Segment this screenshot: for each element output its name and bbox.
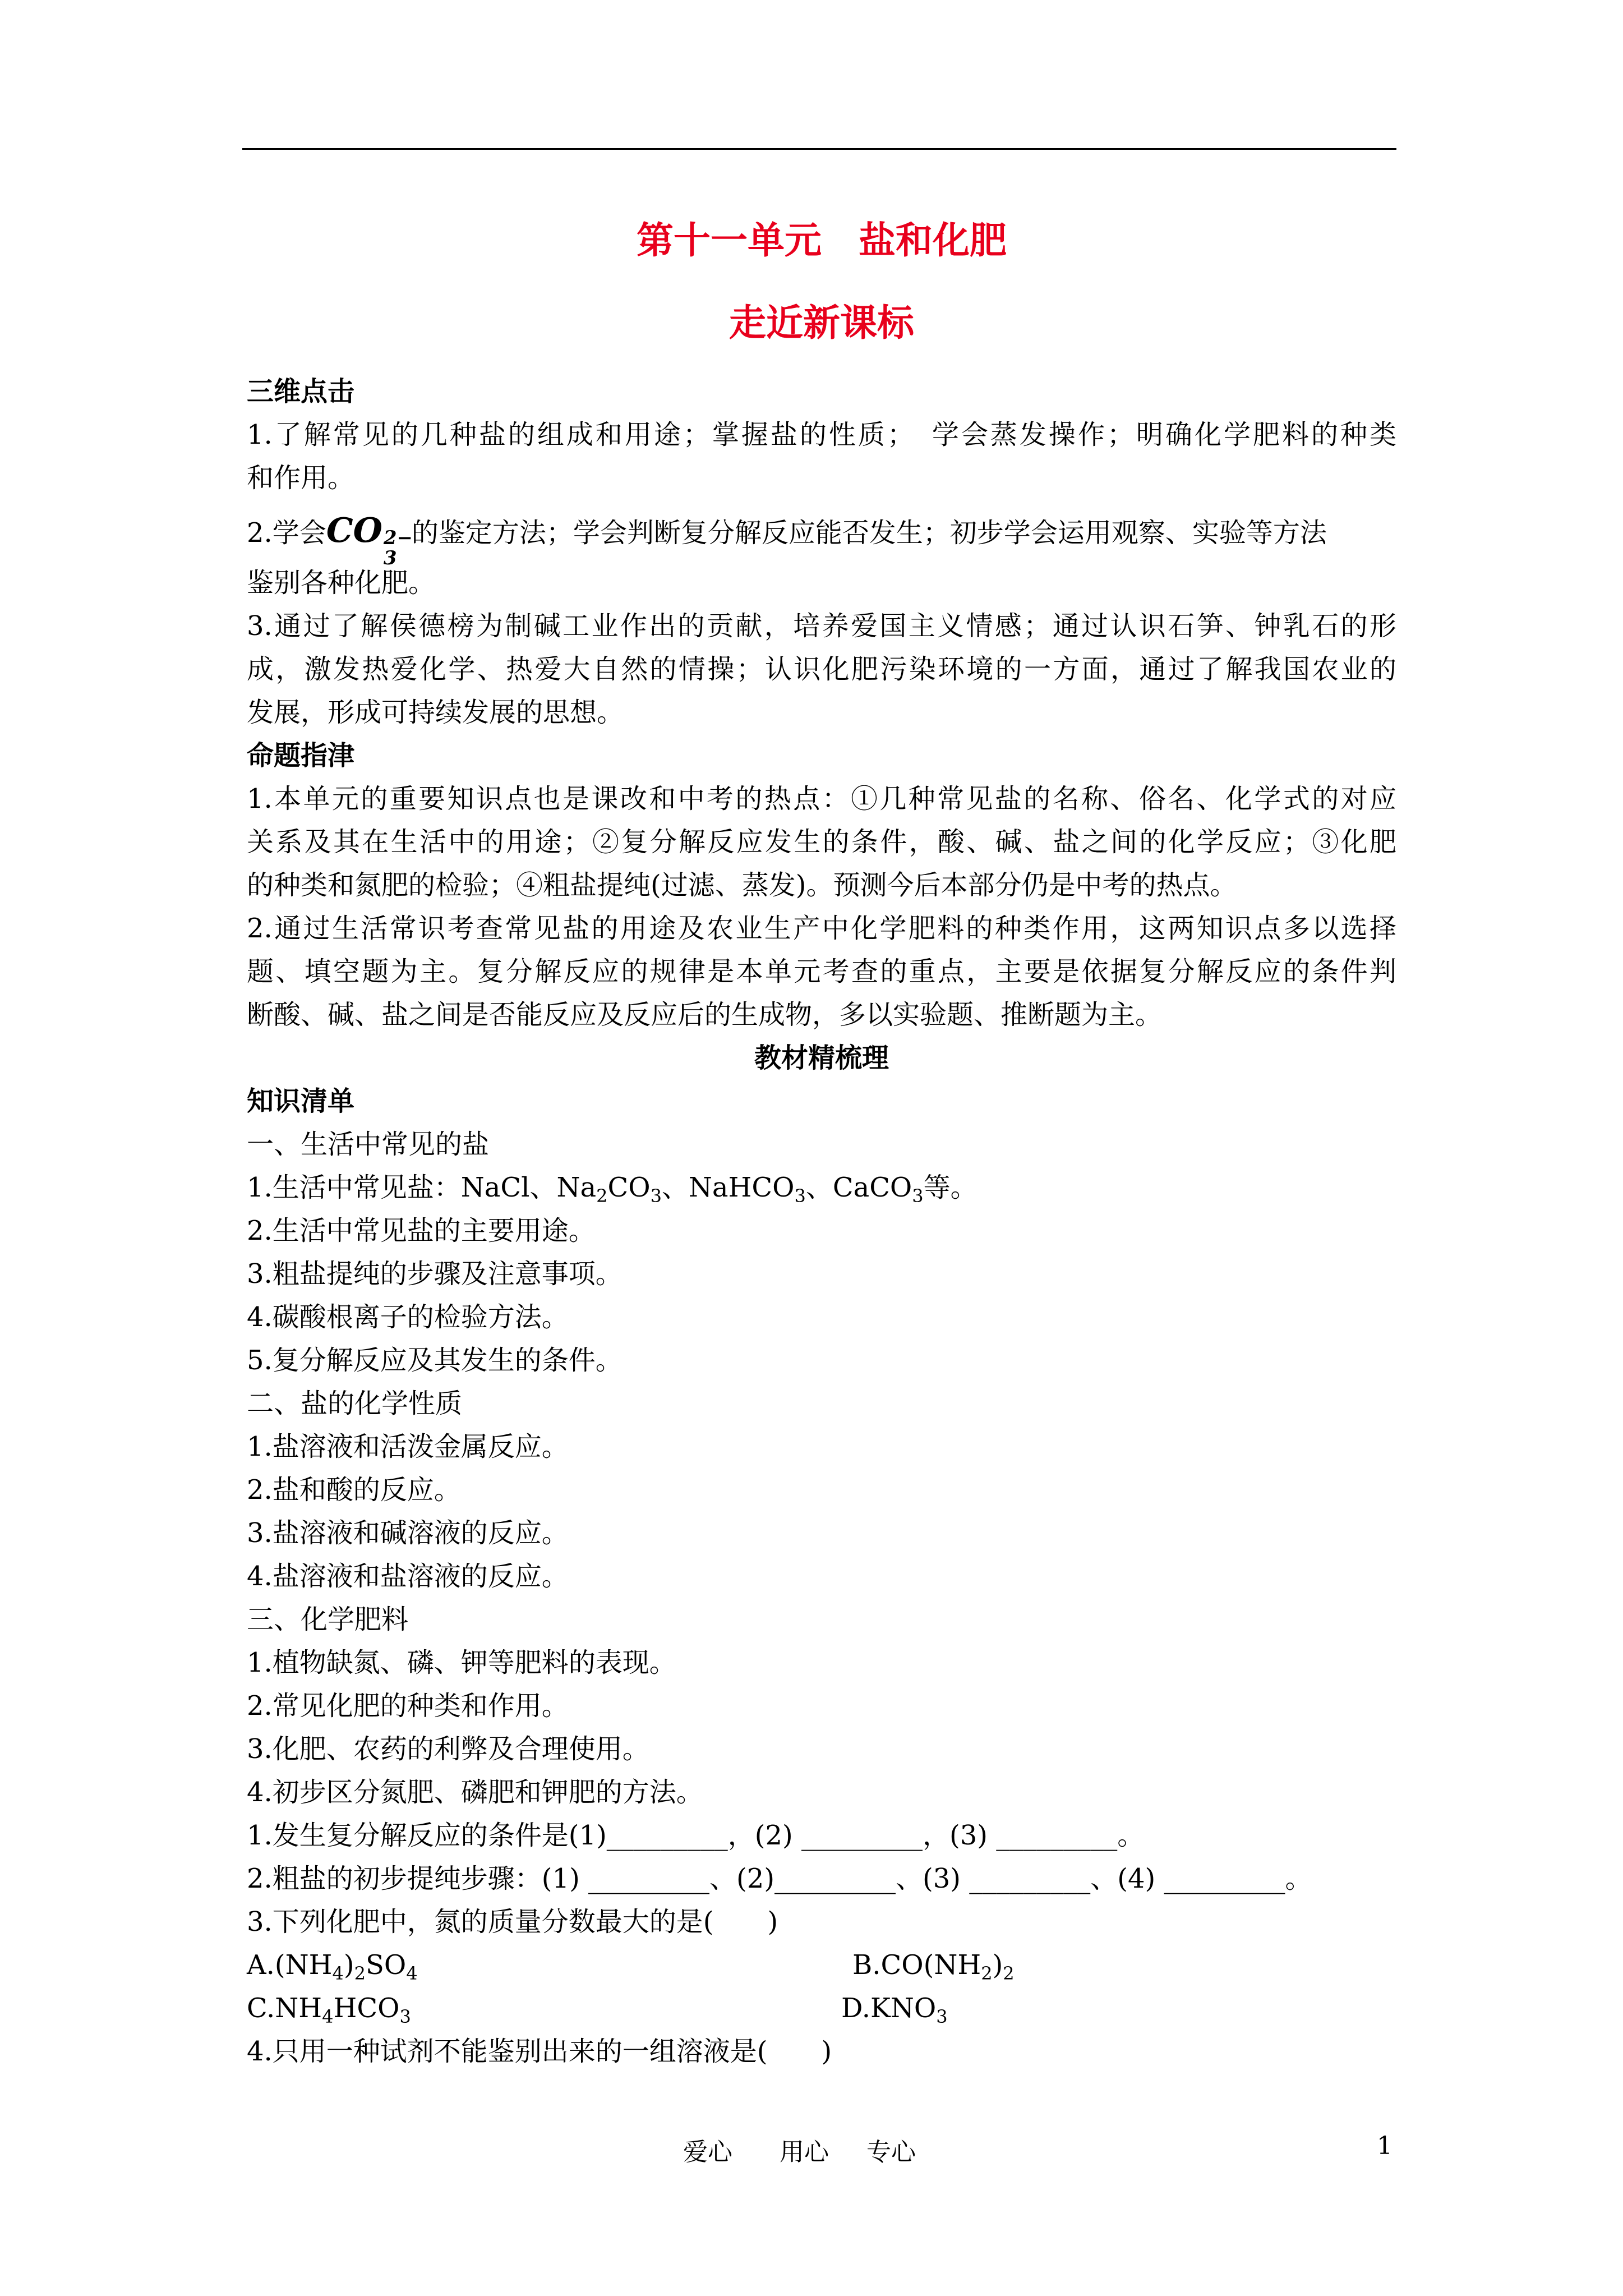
text-span: B.CO(NH (852, 1949, 981, 1981)
list-item: 3.化肥、农药的利弊及合理使用。 (247, 1733, 649, 1765)
list-item: 4.初步区分氮肥、磷肥和钾肥的方法。 (247, 1777, 703, 1808)
text-span: A.(NH (247, 1949, 333, 1981)
list-item: 2.生活中常见盐的主要用途。 (247, 1215, 596, 1246)
paragraph-line: 1.了解常见的几种盐的组成和用途；掌握盐的性质； 学会蒸发操作；明确化学肥料的种类 (247, 419, 1396, 450)
text-span: ) (992, 1949, 1003, 1981)
unit-title: 第十一单元 盐和化肥 (637, 218, 1007, 262)
subscript: 2 (354, 1963, 366, 1984)
text-span: 1.生活中常见盐：NaCl、Na (247, 1172, 597, 1203)
question-3-options-row-2 (247, 1987, 1396, 2030)
text-span: HCO (333, 1993, 400, 2024)
text-span: SO (365, 1949, 407, 1981)
footer-word: 专心 (866, 2138, 916, 2166)
subscript: 2 (1003, 1963, 1015, 1984)
paragraph-line: 鉴别各种化肥。 (247, 567, 436, 599)
question-3: 3.下列化肥中，氮的质量分数最大的是( ) (247, 1906, 778, 1938)
list-item: 1.植物缺氮、磷、钾等肥料的表现。 (247, 1647, 676, 1678)
question-1: 1.发生复分解反应的条件是(1)_________，(2) _________，(3) _________。 (247, 1820, 1145, 1851)
subscript: 2 (596, 1185, 608, 1207)
paragraph-line: 3.通过了解侯德榜为制碱工业作出的贡献，培养爱国主义情感；通过认识石笋、钟乳石的形 (247, 610, 1396, 642)
question-3-options-row-1 (247, 1944, 1396, 1987)
paragraph-line: 1.本单元的重要知识点也是课改和中考的热点：①几种常见盐的名称、俗名、化学式的对应 (247, 783, 1396, 815)
text-span: C.NH (247, 1993, 322, 2024)
list-heading: 三、化学肥料 (247, 1604, 409, 1635)
question-4: 4.只用一种试剂不能鉴别出来的一组溶液是( ) (247, 2036, 832, 2067)
section-heading-mingti: 命题指津 (247, 740, 355, 771)
list-item (247, 1166, 1396, 1209)
subscript: 4 (332, 1963, 344, 1984)
text-span: 、NaHCO (661, 1172, 795, 1203)
charge-superscript: 2− (383, 527, 413, 549)
subscript: 3 (650, 1185, 662, 1207)
paragraph-line: 发展，形成可持续发展的思想。 (247, 697, 624, 728)
subscript: 3 (936, 2006, 948, 2027)
list-item: 4.碳酸根离子的检验方法。 (247, 1301, 569, 1333)
list-item: 2.常见化肥的种类和作用。 (247, 1690, 569, 1722)
text-span: 、CaCO (805, 1172, 912, 1203)
carbonate-formula: CO (326, 511, 382, 550)
section-heading-zhishi: 知识清单 (247, 1085, 355, 1117)
text-span: 等。 (923, 1172, 978, 1203)
paragraph-line: 断酸、碱、盐之间是否能反应及反应后的生成物，多以实验题、推断题为主。 (247, 999, 1163, 1030)
document-body (247, 370, 1396, 2073)
subscript: 4 (406, 1963, 418, 1984)
list-item: 3.粗盐提纯的步骤及注意事项。 (247, 1258, 623, 1290)
list-item: 3.盐溶液和碱溶液的反应。 (247, 1517, 569, 1549)
paragraph-line: 的种类和氮肥的检验；④粗盐提纯(过滤、蒸发)。预测今后本部分仍是中考的热点。 (247, 869, 1237, 901)
text-span: ) (343, 1949, 354, 1981)
list-heading: 二、盐的化学性质 (247, 1388, 463, 1419)
option-c (247, 1987, 841, 2030)
list-item: 5.复分解反应及其发生的条件。 (247, 1345, 623, 1376)
header-rule (242, 148, 1396, 150)
footer-word: 用心 (780, 2138, 829, 2166)
section-heading-jiaocai: 教材精梳理 (754, 1042, 889, 1074)
text-span: D.KNO (841, 1993, 937, 2024)
paragraph-line: 2.通过生活常识考查常见盐的用途及农业生产中化学肥料的种类作用，这两知识点多以选择 (247, 913, 1396, 944)
subscript: 3 (794, 1185, 806, 1207)
list-heading: 一、生活中常见的盐 (247, 1129, 490, 1160)
text-span: 2.学会 (247, 517, 326, 549)
text-span: CO (607, 1172, 651, 1203)
section-heading-sanwei: 三维点击 (247, 376, 355, 407)
option-a (247, 1944, 852, 1987)
atom-subscript: 3 (383, 547, 397, 569)
paragraph-line-formula (247, 500, 1396, 569)
paragraph-line: 和作用。 (247, 462, 355, 494)
paragraph-line: 成，激发热爱化学、热爱大自然的情操；认识化肥污染环境的一方面，通过了解我国农业的 (247, 654, 1396, 685)
ion-charge (382, 510, 413, 569)
option-d (841, 1987, 948, 2030)
subscript: 2 (981, 1963, 993, 1984)
paragraph-line: 关系及其在生活中的用途；②复分解反应发生的条件，酸、碱、盐之间的化学反应；③化肥 (247, 826, 1396, 858)
question-2: 2.粗盐的初步提纯步骤：(1) _________、(2)_________、(3) _________、(4) _________。 (247, 1863, 1312, 1894)
footer-word: 爱心 (683, 2138, 732, 2166)
subscript: 3 (399, 2006, 411, 2027)
list-item: 2.盐和酸的反应。 (247, 1474, 461, 1506)
option-b (852, 1944, 1015, 1987)
list-item: 4.盐溶液和盐溶液的反应。 (247, 1561, 569, 1592)
subscript: 3 (912, 1185, 924, 1207)
unit-subtitle: 走近新课标 (729, 301, 914, 344)
list-item: 1.盐溶液和活泼金属反应。 (247, 1431, 569, 1462)
paragraph-line: 题、填空题为主。复分解反应的规律是本单元考查的重点，主要是依据复分解反应的条件判 (247, 956, 1396, 987)
subscript: 4 (322, 2006, 334, 2027)
page-number: 1 (1377, 2132, 1393, 2160)
text-span: 的鉴定方法；学会判断复分解反应能否发生；初步学会运用观察、实验等方法 (411, 517, 1327, 549)
